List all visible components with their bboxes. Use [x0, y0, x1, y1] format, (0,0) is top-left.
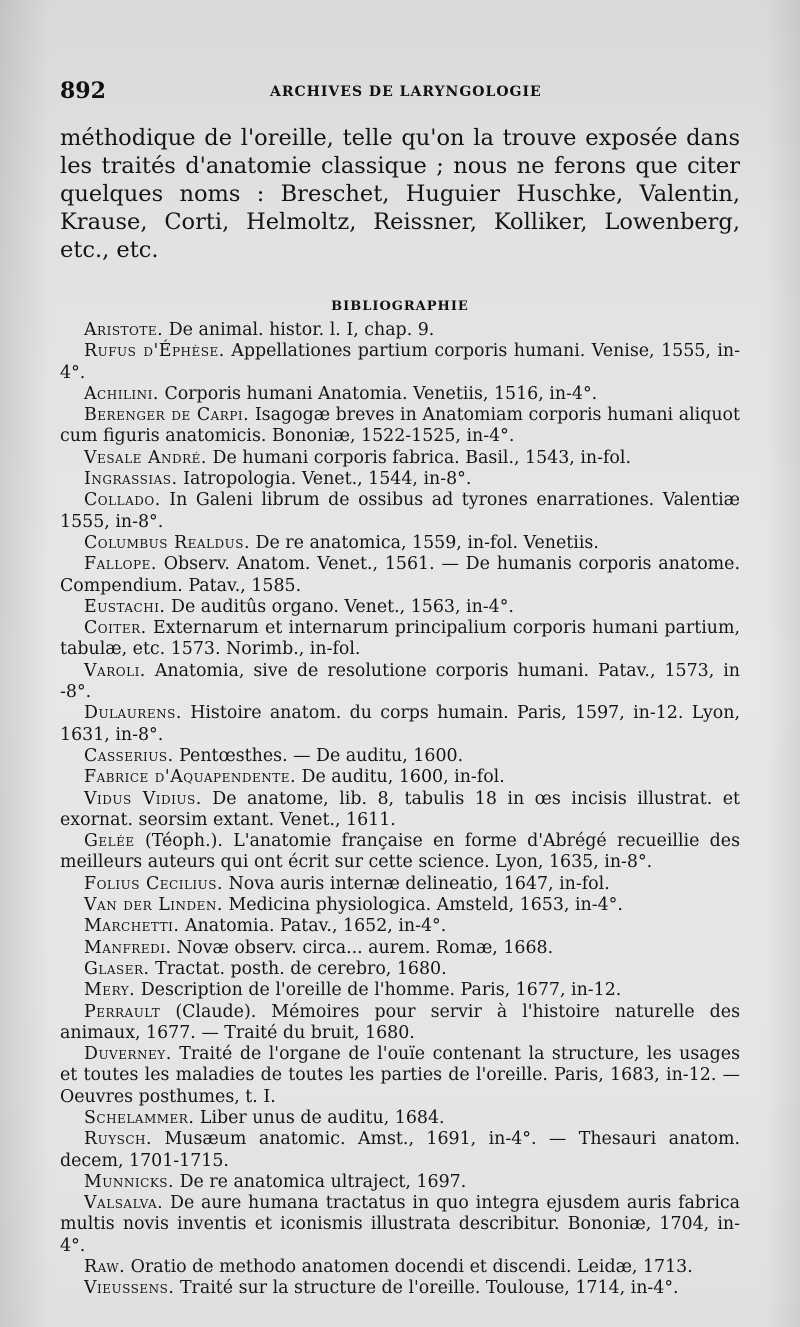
bibliography-reference: Anatomia, sive de resolutione corporis humani. Patav., 1573, in -8°. — [60, 660, 740, 703]
bibliography-entry — [60, 703, 740, 746]
bibliography-entry — [60, 959, 740, 980]
bibliography-reference: Nova auris internæ delineatio, 1647, in-fol. — [228, 873, 610, 894]
bibliography-entry — [60, 938, 740, 959]
bibliography-reference: Medicina physiologica. Amsteld, 1653, in-4°. — [228, 895, 623, 916]
bibliography-entry — [60, 874, 740, 895]
bibliography-author: Dulaurens. — [84, 703, 182, 724]
bibliography-author: Perrault — [84, 1001, 161, 1022]
bibliography-reference: De humani corporis fabrica. Basil., 1543, in-fol. — [212, 447, 631, 468]
bibliography-author: Fallope. — [84, 554, 157, 575]
bibliography-reference: De re anatomica ultraject, 1697. — [179, 1171, 467, 1192]
bibliography-reference: De auditûs organo. Venet., 1563, in-4°. — [171, 596, 514, 617]
bibliography-author: Raw. — [84, 1257, 126, 1278]
bibliography-author: Duverney. — [84, 1044, 172, 1065]
bibliography-reference: Corporis humani Anatomia. Venetiis, 1516, in-4°. — [164, 383, 598, 404]
bibliography-entry — [60, 1172, 740, 1193]
bibliography-entry — [60, 469, 740, 490]
bibliography-entry — [60, 1044, 740, 1108]
bibliography-reference: Isagogæ breves in Anatomiam corporis humani aliquot cum figuris anatomicis. Bononiæ, 1522-1525, in-4°. — [60, 405, 741, 447]
bibliography-entry — [60, 405, 740, 448]
bibliography-reference: In Galeni librum de ossibus ad tyrones enarrationes. Valentiæ 1555, in-8°. — [60, 490, 741, 532]
bibliography-reference: Traité sur la structure de l'oreille. Toulouse, 1714, in-4°. — [179, 1278, 679, 1299]
page-shadow-left — [0, 0, 50, 1327]
bibliography-author: Gelée — [84, 831, 135, 852]
bibliography-author: Columbus Realdus. — [84, 532, 251, 553]
bibliography-author: Manfredi. — [84, 937, 172, 958]
bibliography-entry — [60, 980, 740, 1001]
bibliography-entry — [60, 1257, 740, 1278]
bibliography-reference: Oratio de methodo anatomen docendi et discendi. Leidæ, 1713. — [130, 1257, 693, 1278]
bibliography-author: Valsalva. — [84, 1193, 164, 1214]
bibliography-entry — [60, 341, 740, 384]
page-number: 892 — [60, 78, 106, 104]
bibliography-author: Mery. — [84, 980, 136, 1001]
bibliography-author: Berenger de Carpi. — [84, 405, 250, 426]
bibliography-entry — [60, 1193, 740, 1257]
bibliography-author: Schelammer. — [84, 1107, 195, 1128]
bibliography-entry — [60, 490, 740, 533]
bibliography-reference: (Claude). Mémoires pour servir à l'histoire naturelle des animaux, 1677. — Traité du bruit, 1680. — [60, 1001, 740, 1043]
bibliography-author: Marchetti. — [84, 916, 180, 937]
body-text — [60, 124, 740, 1300]
bibliography-reference: (Téoph.). L'anatomie française en forme d'Abrégé recueillie des meilleurs auteurs qui ont écrit sur cette science. Lyon, 1635, in-8°. — [60, 831, 741, 873]
bibliography-heading: BIBLIOGRAPHIE — [331, 299, 469, 314]
bibliography-author: Casserius. — [84, 745, 174, 766]
bibliography-entry — [60, 618, 740, 661]
bibliography-entry — [60, 320, 740, 341]
bibliography-author: Fabrice d'Aquapendente. — [84, 767, 297, 788]
bibliography-entry — [60, 767, 740, 788]
bibliography-reference: Tractat. posth. de cerebro, 1680. — [155, 958, 447, 979]
bibliography-reference: Appellationes partium corporis humani. Venise, 1555, in-4°. — [60, 341, 740, 383]
bibliography-reference: Pentœsthes. — De auditu, 1600. — [179, 745, 464, 766]
bibliography-entry — [60, 448, 740, 469]
bibliography-entry — [60, 1278, 740, 1299]
bibliography-entry — [60, 831, 740, 874]
bibliography-entry — [60, 1129, 740, 1172]
bibliography-reference: De animal. histor. l. I, chap. 9. — [168, 320, 435, 340]
bibliography-author: Collado. — [84, 490, 161, 511]
bibliography-reference: Liber unus de auditu, 1684. — [199, 1107, 445, 1128]
bibliography-reference: Musæum anatomic. Amst., 1691, in-4°. — Thesauri anatom. decem, 1701-1715. — [60, 1129, 741, 1171]
bibliography-author: Vidus Vidius. — [84, 788, 202, 809]
bibliography-entry — [60, 661, 740, 704]
bibliography-reference: Observ. Anatom. Venet., 1561. — De humanis corporis anatome. Compendium. Patav., 1585. — [60, 554, 740, 596]
bibliography-reference: Novæ observ. circa... aurem. Romæ, 1668. — [177, 937, 554, 958]
bibliography-author: Achilini. — [84, 383, 159, 404]
bibliography-reference: De re anatomica, 1559, in-fol. Venetiis. — [255, 532, 599, 553]
bibliography-author: Coiter. — [84, 618, 147, 639]
bibliography-reference: Traité de l'organe de l'ouïe contenant la structure, les usages et toutes les maladies de toutes les parties de l'oreille. Paris, 1683, in-12. — Oeuvres posthumes, t. I. — [60, 1044, 740, 1107]
bibliography-author: Eustachi. — [84, 596, 166, 617]
bibliography-entry — [60, 554, 740, 597]
page-shadow-right — [765, 0, 800, 1327]
bibliography-author: Folius Cecilius. — [84, 873, 224, 894]
bibliography-entry — [60, 533, 740, 554]
bibliography-reference: Description de l'oreille de l'homme. Paris, 1677, in-12. — [140, 980, 622, 1001]
bibliography-author: Varoli. — [84, 660, 146, 681]
bibliography-reference: Histoire anatom. du corps humain. Paris, 1597, in-12. Lyon, 1631, in-8°. — [60, 703, 741, 745]
bibliography-entry — [60, 916, 740, 937]
bibliography-author: Munnicks. — [84, 1171, 175, 1192]
bibliography-reference: Iatropologia. Venet., 1544, in-8°. — [183, 469, 472, 490]
bibliography-author: Van der Linden. — [84, 895, 223, 916]
running-head — [60, 78, 760, 102]
bibliography-author: Rufus d'Éphèse. — [84, 341, 225, 362]
bibliography-entry — [60, 789, 740, 832]
bibliography-entry — [60, 1002, 740, 1045]
bibliography-author: Vieussens. — [84, 1278, 175, 1299]
bibliography-author: Aristote. — [84, 320, 164, 340]
bibliography-reference: Anatomia. Patav., 1652, in-4°. — [184, 916, 447, 937]
intro-paragraph: méthodique de l'oreille, telle qu'on la trouve exposée dans les traités d'anatomie classique ; nous ne ferons que citer quelques noms : Breschet, Huguier Huschke, Valentin, Krause, Corti, Helmoltz, Reissner, Kolliker, Lowenberg, etc., etc. — [60, 125, 740, 263]
bibliography-reference: De aure humana tractatus in quo integra ejusdem auris fabrica multis novis inventis et iconismis illustrata describitur. Bononiæ, 1704, in-4°. — [60, 1193, 740, 1256]
bibliography-entry — [60, 597, 740, 618]
bibliography-entry — [60, 384, 740, 405]
bibliography-entry — [60, 895, 740, 916]
bibliography-author: Ingrassias. — [84, 469, 178, 490]
bibliography-author: Glaser. — [84, 958, 150, 979]
bibliography-author: Vesale André. — [84, 447, 207, 468]
bibliography-entry — [60, 1108, 740, 1129]
journal-title: ARCHIVES DE LARYNGOLOGIE — [270, 84, 542, 100]
bibliography-reference: De anatome, lib. 8, tabulis 18 in œs incisis illustrat. et exornat. seorsim extant. Venet., 1611. — [60, 788, 741, 830]
bibliography-author: Ruysch. — [84, 1129, 153, 1150]
bibliography-reference: Externarum et internarum principalium corporis humani partium, tabulæ, etc. 1573. Norimb., in-fol. — [60, 618, 740, 660]
bibliography-reference: De auditu, 1600, in-fol. — [301, 767, 505, 788]
bibliography-list — [60, 320, 740, 1300]
bibliography-entry — [60, 746, 740, 767]
